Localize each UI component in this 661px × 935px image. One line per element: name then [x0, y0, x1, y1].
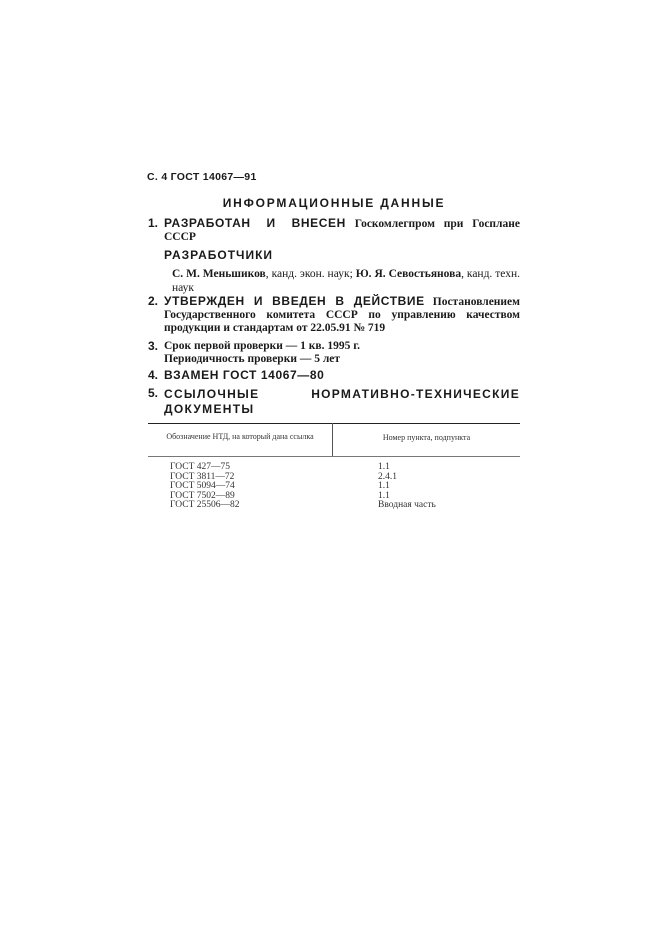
first-review-line: Срок первой проверки — 1 кв. 1995 г. — [164, 340, 361, 352]
ntd-designation: ГОСТ 5094—74 — [170, 481, 235, 491]
document-title: ИНФОРМАЦИОННЫЕ ДАННЫЕ — [222, 196, 446, 210]
item-number: 3. — [148, 339, 159, 353]
ntd-designation: ГОСТ 25506—82 — [170, 500, 240, 510]
clause-number: 1.1 — [378, 481, 390, 491]
developers-list — [172, 267, 520, 295]
ntd-designation: ГОСТ 427—75 — [170, 462, 230, 472]
table-header-rule — [148, 456, 520, 457]
clause-number: 1.1 — [378, 462, 390, 472]
item-number: 4. — [148, 368, 159, 382]
item-approved — [148, 295, 520, 335]
item-number: 2. — [148, 294, 159, 308]
developer-degree: , канд. техн. наук — [172, 268, 520, 294]
review-period-line: Периодичность проверки — 5 лет — [164, 353, 341, 365]
item-number: 1. — [148, 216, 159, 230]
item-text: Госкомлегпром при Госплане СССР — [164, 218, 520, 243]
table-body — [148, 463, 520, 511]
developers-heading: РАЗРАБОТЧИКИ — [164, 248, 274, 262]
table-top-rule — [148, 423, 520, 424]
table-row — [148, 501, 520, 511]
table-header-ntd: Обозначение НТД, на который дана ссылка — [166, 432, 314, 441]
developer-degree: , канд. экон. наук; — [265, 268, 356, 280]
item-review — [148, 340, 520, 366]
item-lead: ССЫЛОЧНЫЕ НОРМАТИВНО-ТЕХНИЧЕСКИЕ ДОКУМЕНТЫ — [164, 387, 520, 416]
item-number: 5. — [148, 386, 159, 400]
item-lead: РАЗРАБОТАН И ВНЕСЕН — [164, 216, 346, 230]
item-lead: ВЗАМЕН ГОСТ 14067—80 — [164, 368, 325, 382]
item-replaces — [148, 369, 520, 383]
clause-number: 2.4.1 — [378, 471, 397, 482]
ntd-designation: ГОСТ 3811—72 — [170, 471, 235, 482]
ntd-designation: ГОСТ 7502—89 — [170, 490, 235, 501]
item-developed-by — [148, 217, 520, 244]
item-lead: УТВЕРЖДЕН И ВВЕДЕН В ДЕЙСТВИЕ — [164, 294, 425, 308]
clause-number: Вводная часть — [378, 500, 436, 510]
item-text: Постановлением Государственного комитета СССР по управлению качеством продукции и стандартам от 22.05.91 № 719 — [164, 296, 520, 334]
developer-name: Ю. Я. Севостьянова — [355, 268, 462, 280]
developer-name: С. М. Меньшиков — [172, 268, 266, 280]
table-header-clause: Номер пункта, подпункта — [382, 433, 471, 442]
clause-number: 1.1 — [378, 490, 390, 501]
item-references — [148, 387, 520, 417]
page-header: С. 4 ГОСТ 14067—91 — [147, 171, 257, 183]
